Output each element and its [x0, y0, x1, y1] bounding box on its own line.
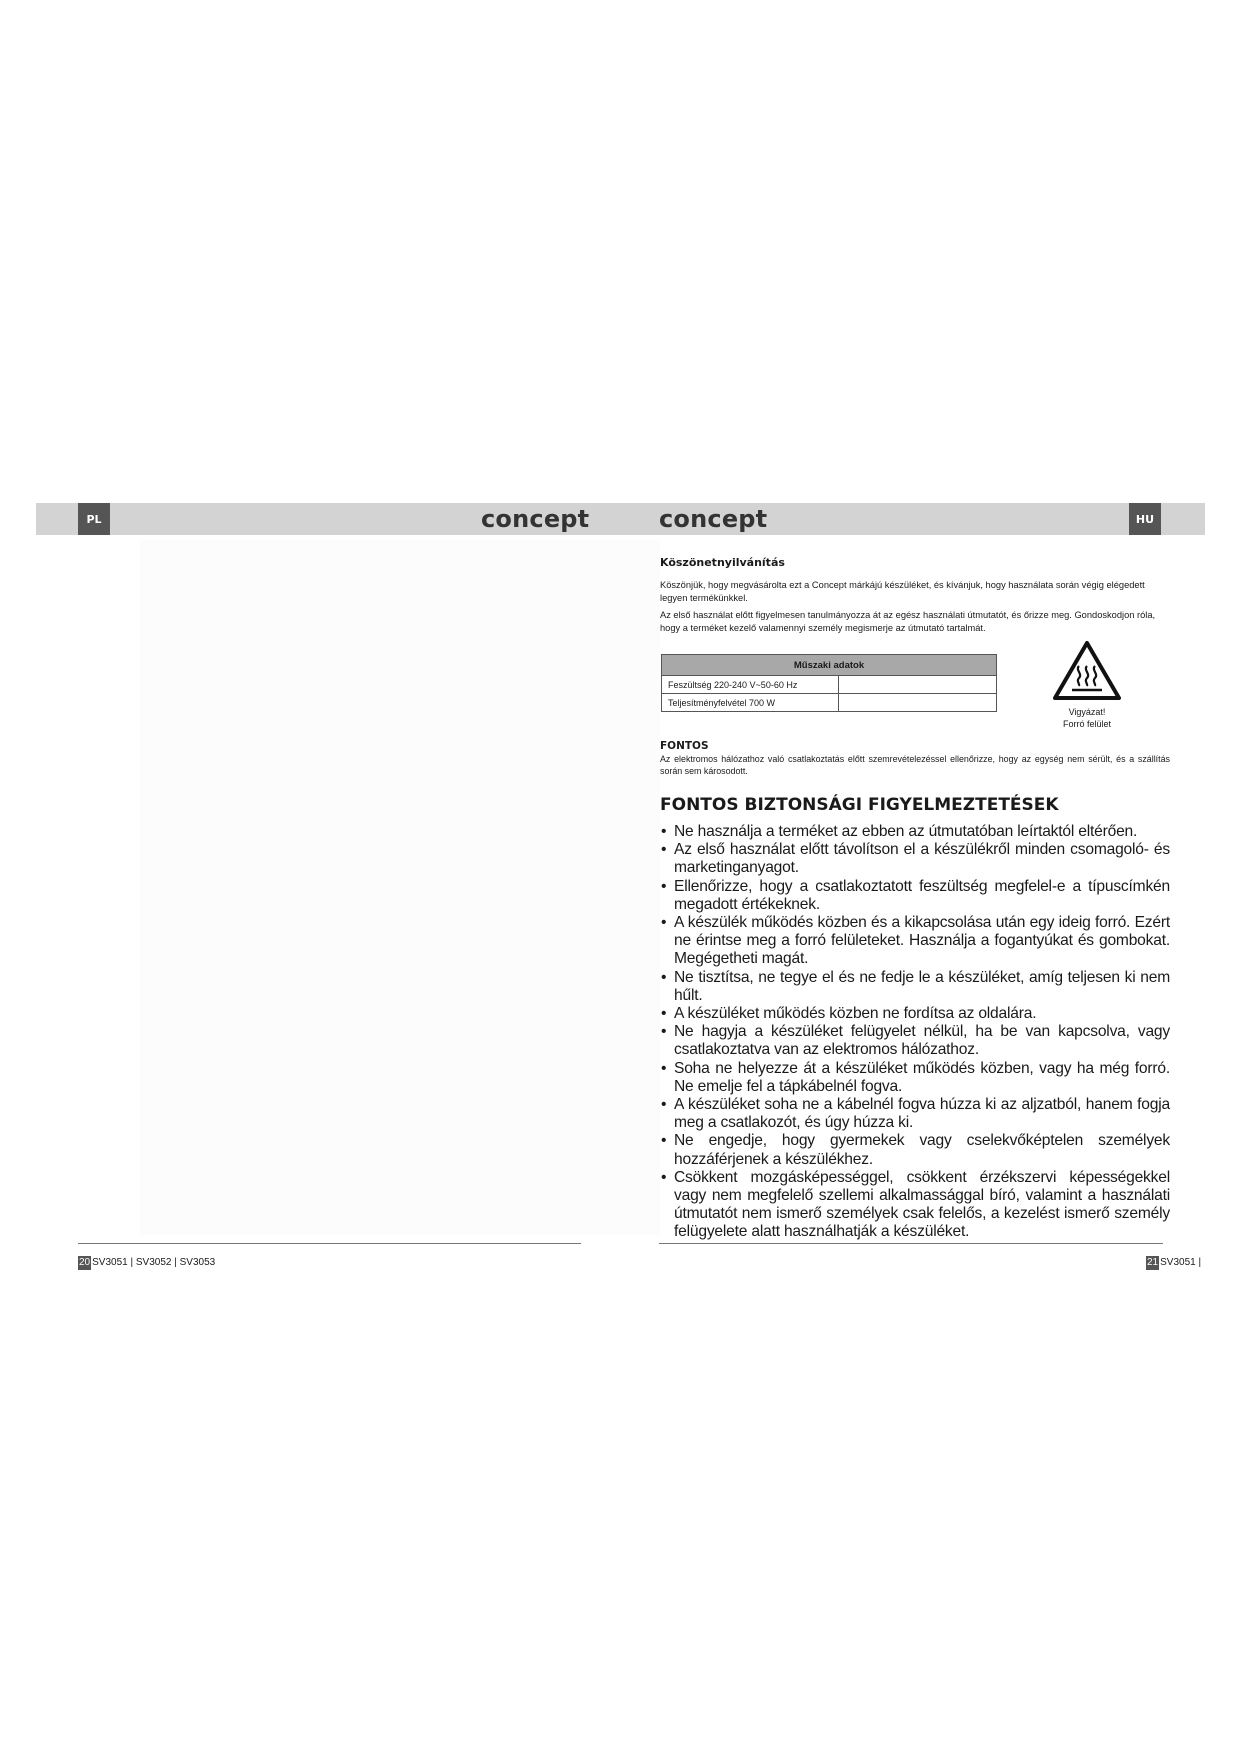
language-tab-hu: HU: [1129, 503, 1161, 535]
footer-left: [78, 1256, 215, 1270]
footer-divider-left: [78, 1243, 581, 1244]
brand-logo-right: concept: [659, 505, 768, 533]
list-item: • A készüléket működés közben ne fordítsa az oldalára.: [660, 1005, 1170, 1023]
footer-right: [1146, 1256, 1201, 1270]
list-item: • Ne tisztítsa, ne tegye el és ne fedje le a készüléket, amíg teljesen ki nem hűlt.: [660, 969, 1170, 1005]
list-item: • Soha ne helyezze át a készüléket működés közben, vagy ha még forró. Ne emelje fel a tápkábelnél fogva.: [660, 1060, 1170, 1096]
list-item: • A készüléket soha ne a kábelnél fogva húzza ki az aljzatból, hanem fogja meg a csatlakozót, és úgy húzza ki.: [660, 1096, 1170, 1132]
safety-title: FONTOS BIZTONSÁGI FIGYELMEZTETÉSEK: [660, 795, 1059, 815]
spec-section: [660, 654, 1170, 738]
warning-label-1: Vigyázat!: [1068, 707, 1106, 717]
list-item: • Csökkent mozgásképességgel, csökkent érzékszervi képességekkel vagy nem megfelelő szellemi alkalmassággal bíró, valamint a használati útmutatót nem ismerő személyek csak felelős, a kezelést ismerő személy felügyelete alatt használhatják a készüléket.: [660, 1169, 1170, 1242]
spec-table-title: Műszaki adatok: [662, 655, 997, 676]
table-cell: [839, 694, 997, 712]
fontos-label: FONTOS: [660, 740, 709, 752]
footer-divider-right: [659, 1243, 1163, 1244]
header-bar: [36, 503, 1205, 535]
table-cell: [839, 676, 997, 694]
list-item: • Ellenőrizze, hogy a csatlakoztatott feszültség megfelel-e a típuscímkén megadott értékeknek.: [660, 878, 1170, 914]
page-number-right: 21: [1147, 1257, 1159, 1268]
list-item: • Az első használat előtt távolítson el a készülékről minden csomagoló- és marketinganyagot.: [660, 841, 1170, 877]
left-page-blank: [140, 540, 660, 1235]
section-title: Köszönetnyilvánítás: [660, 556, 785, 569]
spec-table: [661, 654, 997, 712]
page-number-left: 20: [79, 1257, 91, 1268]
brand-logo-left: concept: [481, 505, 590, 533]
hot-surface-warning-icon: [1052, 640, 1122, 702]
table-row: [662, 694, 997, 712]
safety-list: [660, 823, 1170, 1242]
warning-label-2: Forró felület: [1062, 719, 1112, 729]
hot-surface-warning: [1041, 640, 1133, 730]
table-cell: Teljesítményfelvétel 700 W: [662, 694, 839, 712]
table-row: [662, 676, 997, 694]
model-numbers-right: SV3051 |: [1160, 1257, 1202, 1268]
table-cell: Feszültség 220-240 V~50-60 Hz: [662, 676, 839, 694]
list-item: • Ne hagyja a készüléket felügyelet nélkül, ha be van kapcsolva, vagy csatlakoztatva van az elektromos hálózathoz.: [660, 1023, 1170, 1059]
intro-paragraph-1: Köszönjük, hogy megvásárolta ezt a Concept márkájú készüléket, és kívánjuk, hogy használata során végig elégedett legyen termékünkkel.: [660, 580, 1145, 603]
intro-paragraph-2: Az első használat előtt figyelmesen tanulmányozza át az egész használati útmutatót, és őrizze meg. Gondoskodjon róla, hogy a terméket kezelő valamennyi személy megismerje az útmutató tartalmát.: [660, 610, 1156, 633]
list-item: • A készülék működés közben és a kikapcsolása után egy ideig forró. Ezért ne érintse meg a forró felületeket. Használja a fogantyúkat és gombokat. Megégetheti magát.: [660, 914, 1170, 969]
model-numbers-left: SV3051 | SV3052 | SV3053: [92, 1257, 216, 1268]
list-item: • Ne használja a terméket az ebben az útmutatóban leírtaktól eltérően.: [660, 823, 1170, 841]
fontos-text: Az elektromos hálózathoz való csatlakoztatás előtt szemrevételezéssel ellenőrizze, hogy az egység nem sérült, és a szállítás során sem károsodott.: [660, 754, 1170, 776]
right-page-content: [660, 556, 1170, 1242]
list-item: • Ne engedje, hogy gyermekek vagy cselekvőképtelen személyek hozzáférjenek a készülékhez.: [660, 1132, 1170, 1168]
language-tab-pl: PL: [78, 503, 110, 535]
